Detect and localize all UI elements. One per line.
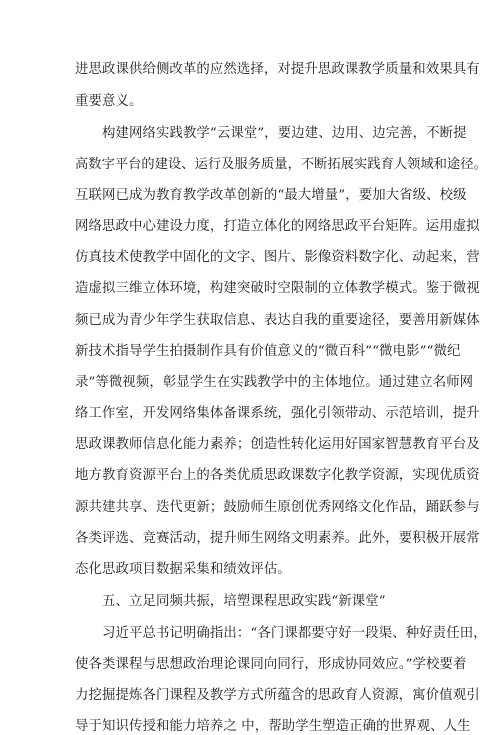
text-line: 使各类课程与思想政治理论课同向同行，形成协同效应。”学校要着 bbox=[75, 657, 467, 672]
text-line: 录”等微视频，彰显学生在实践教学中的主体地位。通过建立名师网 bbox=[75, 375, 474, 390]
text-line: 源共建共享、迭代更新；鼓励师生原创优秀网络文化作品，踊跃参与 bbox=[75, 500, 480, 515]
text-line: 进思政课供给侧改革的应然选择，对提升思政课教学质量和效果具有 bbox=[75, 62, 480, 77]
text-line: 新技术指导学生拍摄制作具有价值意义的“微百科”“微电影”“微纪 bbox=[75, 344, 461, 359]
text-line: 地方教育资源平台上的各类优质思政课数字化教学资源，实现优质资 bbox=[75, 468, 480, 483]
text-line: 高数字平台的建设、运行及服务质量，不断拓展实践育人领域和途径。 bbox=[75, 157, 487, 172]
text-line: 网络思政中心建设力度，打造立体化的网络思政平台矩阵。运用虚拟 bbox=[75, 219, 480, 234]
text-line: 仿真技术使教学中固化的文字、图片、影像资料数字化、动起来，营 bbox=[75, 250, 480, 265]
section-heading: 五、立足同频共振，培塑课程思政实践“新课堂” bbox=[102, 594, 386, 609]
text-line: 互联网已成为教育教学改革创新的“最大增量”，要加大省级、校级 bbox=[75, 188, 467, 203]
text-line: 重要意义。 bbox=[75, 94, 143, 109]
text-line: 导于知识传授和能力培养之 中，帮助学生塑造正确的世界观、人生 bbox=[75, 719, 471, 734]
paragraph-start-line: 构建网络实践教学“云课堂”，要边建、边用、边完善，不断提 bbox=[102, 126, 467, 141]
text-line: 造虚拟三维立体环境，构建突破时空限制的立体教学模式。鉴于微视 bbox=[75, 281, 480, 296]
text-line: 各类评选、竞赛活动，提升师生网络文明素养。此外，要积极开展常 bbox=[75, 531, 480, 546]
text-line: 思政课教师信息化能力素养；创造性转化运用好国家智慧教育平台及 bbox=[75, 437, 480, 452]
text-line: 态化思政项目数据采集和绩效评估。 bbox=[75, 562, 291, 577]
text-line: 络工作室，开发网络集体备课系统，强化引领带动、示范培训，提升 bbox=[75, 406, 480, 421]
text-line: 频已成为青少年学生获取信息、表达自我的重要途径，要善用新媒体 bbox=[75, 313, 480, 328]
paragraph-start-line: 习近平总书记明确指出：“各门课都要守好一段渠、种好责任田， bbox=[102, 626, 487, 641]
text-line: 力挖掘提炼各门课程及教学方式所蕴含的思政育人资源，寓价值观引 bbox=[75, 688, 480, 703]
